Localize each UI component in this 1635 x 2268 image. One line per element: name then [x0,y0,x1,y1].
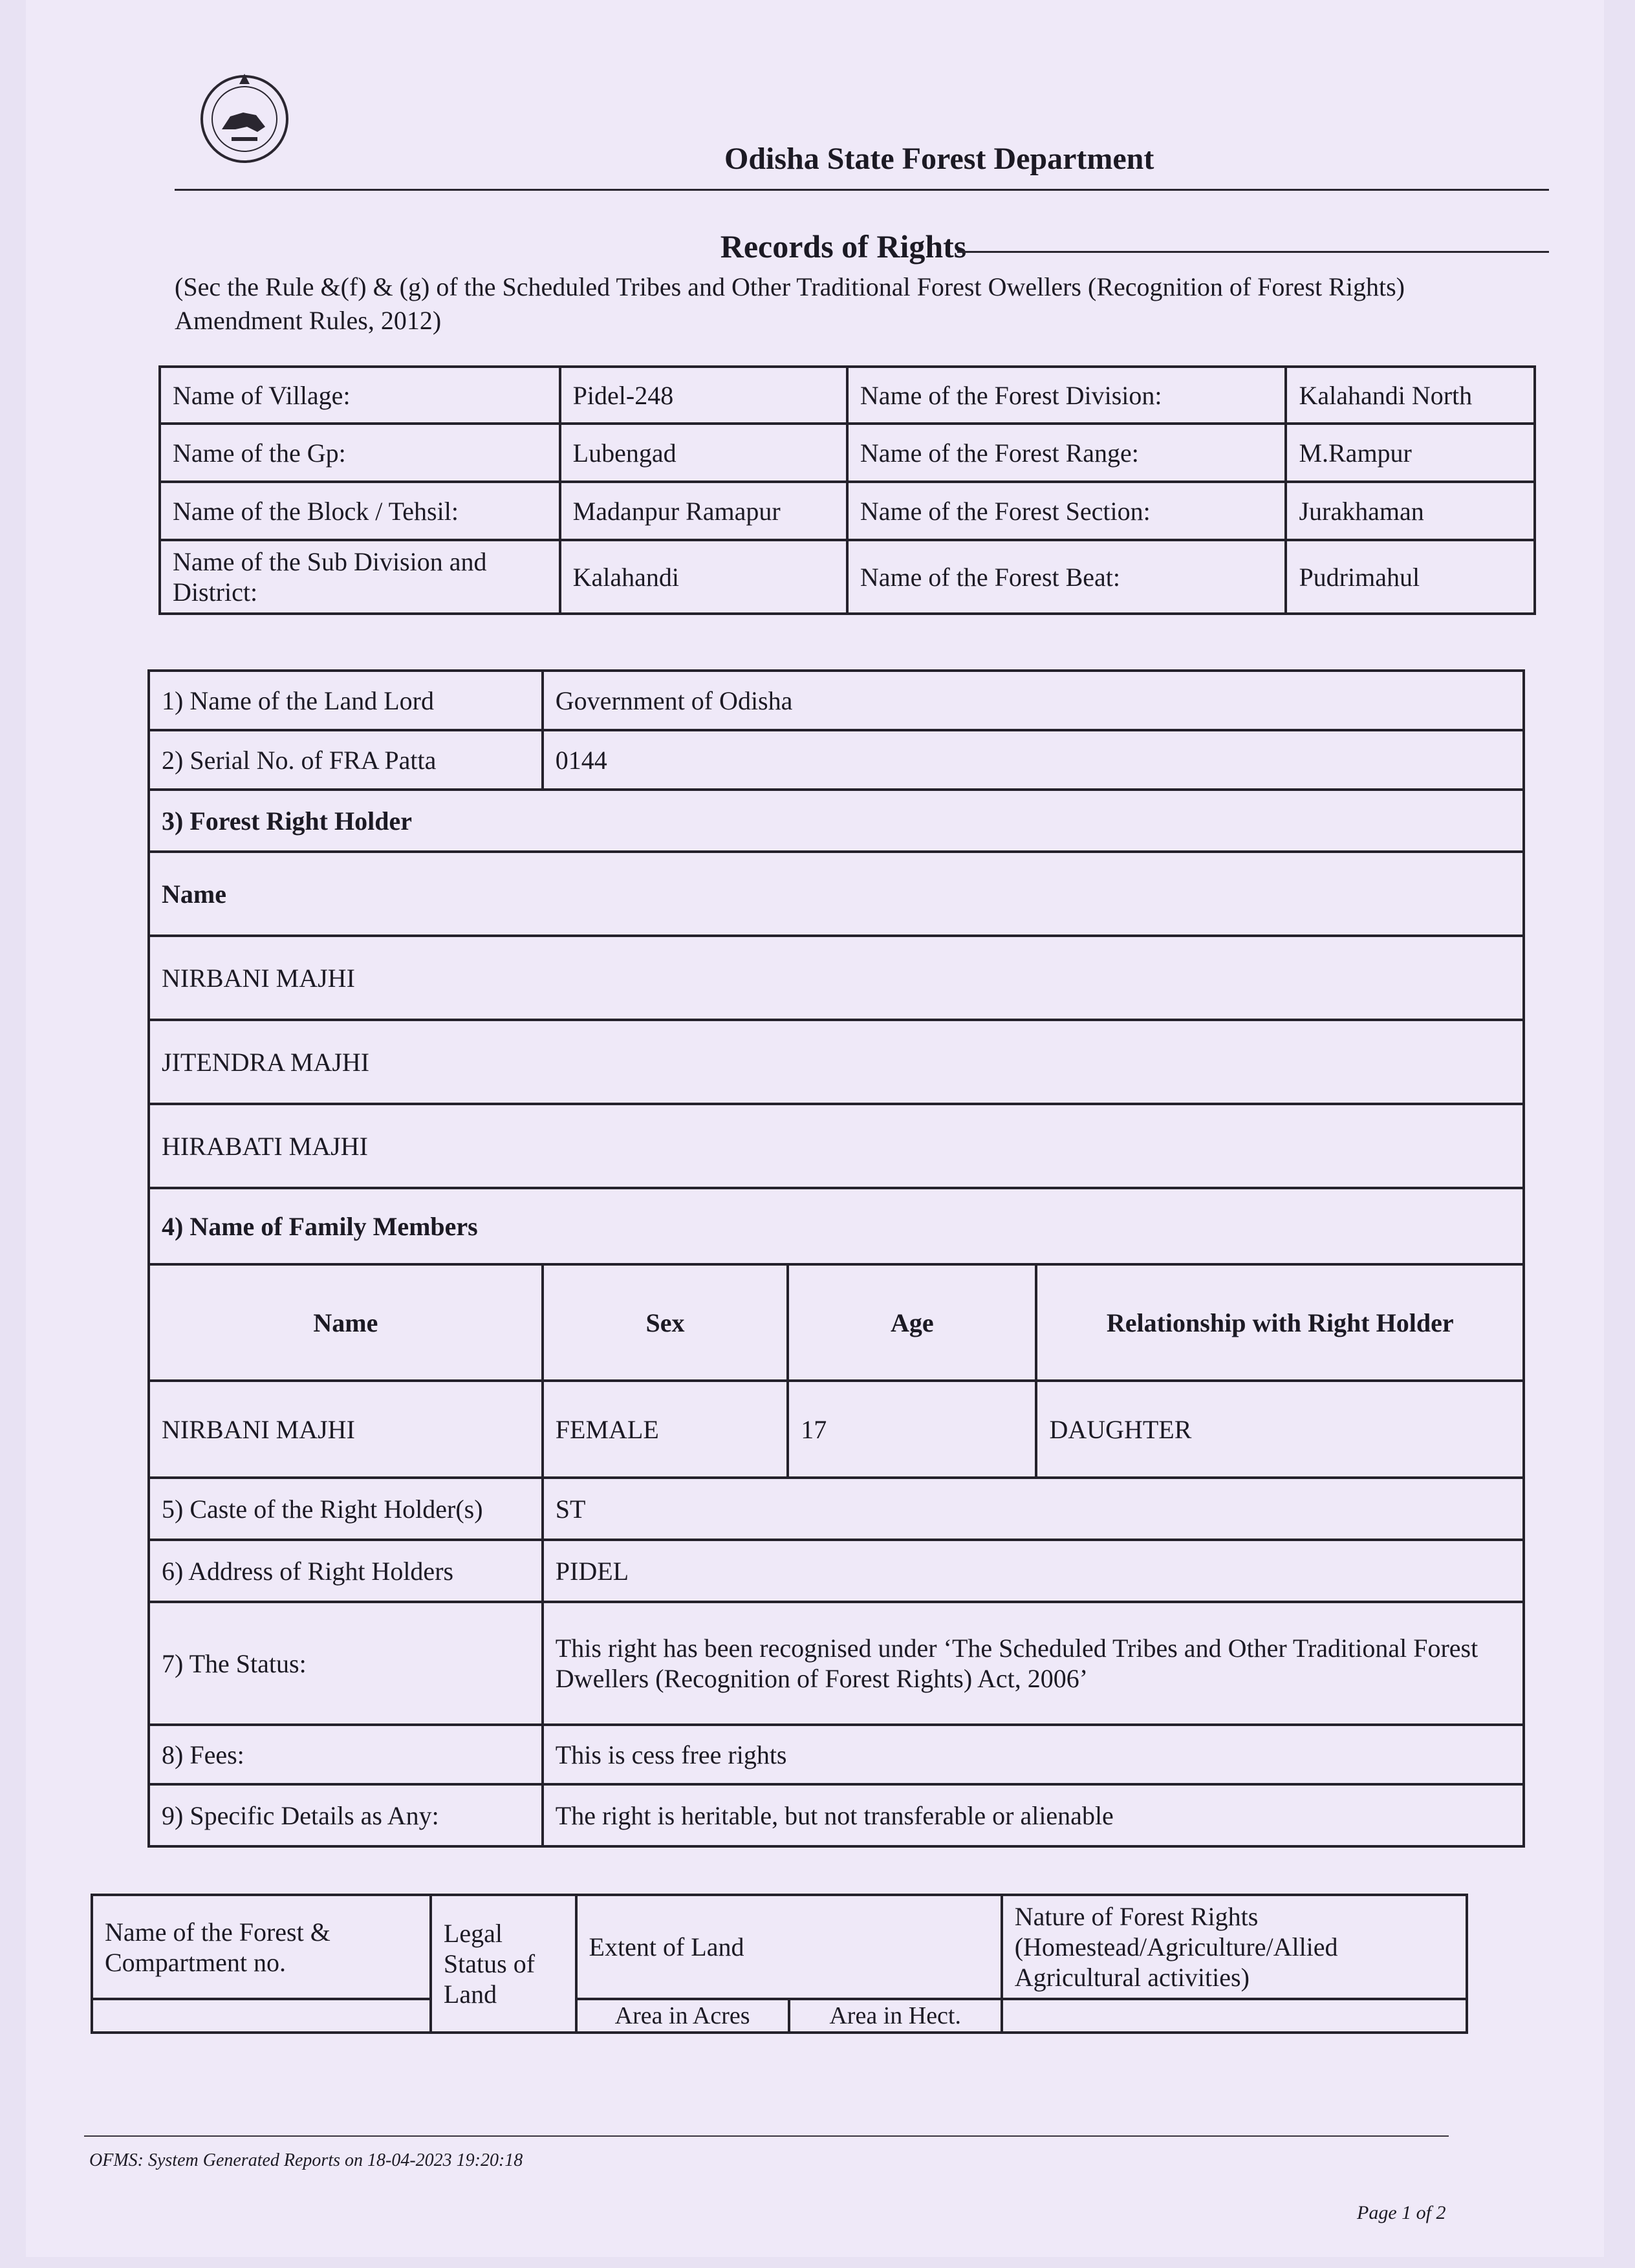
forest-beat-value: Pudrimahul [1286,540,1535,614]
document-subtitle: (Sec the Rule &(f) & (g) of the Scheduled Tribes and Other Traditional Forest Owellers (Recognition of Forest Rights) Amendment Rules, 2012) [175,272,1405,335]
table-row [149,1784,1524,1846]
land-table [91,1894,1468,2034]
table-row [149,1264,1524,1381]
specific-value: The right is heritable, but not transferable or alienable [543,1784,1524,1846]
forest-range-value: M.Rampur [1286,424,1535,482]
village-value: Pidel-248 [560,367,847,424]
table-row [160,482,1535,540]
table-row [149,730,1524,790]
table-row [160,367,1535,424]
department-name: Odisha State Forest Department [724,142,1154,176]
family-member-age: 17 [788,1381,1036,1478]
right-holder-heading: 3) Forest Right Holder [149,790,1524,852]
table-row [149,1104,1524,1188]
serial-value: 0144 [543,730,1524,790]
village-label: Name of Village: [160,367,560,424]
legal-status-header: Legal Status of Land [431,1895,576,2033]
fees-label: 8) Fees: [149,1725,543,1784]
subdivision-label: Name of the Sub Division and District: [160,540,560,614]
caste-value: ST [543,1478,1524,1540]
gp-label: Name of the Gp: [160,424,560,482]
land-lord-value: Government of Odisha [543,671,1524,730]
specific-label: 9) Specific Details as Any: [149,1784,543,1846]
family-member-sex: FEMALE [543,1381,788,1478]
block-value: Madanpur Ramapur [560,482,847,540]
family-col-name: Name [149,1264,543,1381]
forest-compartment-header: Name of the Forest & Compartment no. [92,1895,431,1999]
system-generated-note: OFMS: System Generated Reports on 18-04-2023 19:20:18 [89,2150,523,2170]
table-row [149,1602,1524,1725]
family-col-relationship: Relationship with Right Holder [1036,1264,1524,1381]
family-member-relationship: DAUGHTER [1036,1381,1524,1478]
forest-division-value: Kalahandi North [1286,367,1535,424]
nature-of-rights-header: Nature of Forest Rights (Homestead/Agriculture/Allied Agricultural activities) [1002,1895,1467,1999]
table-row [149,1188,1524,1264]
table-row [92,1895,1467,1999]
document-title: Records of Rights [720,228,967,265]
forest-beat-label: Name of the Forest Beat: [847,540,1286,614]
status-label: 7) The Status: [149,1602,543,1725]
footer-rule [84,2135,1449,2137]
serial-label: 2) Serial No. of FRA Patta [149,730,543,790]
family-col-age: Age [788,1264,1036,1381]
gp-value: Lubengad [560,424,847,482]
forest-compartment-cell [92,1999,431,2033]
address-value: PIDEL [543,1540,1524,1602]
nature-of-rights-cell [1002,1999,1467,2033]
subdivision-value: Kalahandi [560,540,847,614]
table-row [149,1381,1524,1478]
family-col-sex: Sex [543,1264,788,1381]
block-label: Name of the Block / Tehsil: [160,482,560,540]
location-table [158,365,1536,615]
land-lord-label: 1) Name of the Land Lord [149,671,543,730]
table-row [149,1478,1524,1540]
table-row [149,1540,1524,1602]
status-value: This right has been recognised under ‘The Scheduled Tribes and Other Traditional Forest Dwellers (Recognition of Forest Rights) Act, 2006’ [543,1602,1524,1725]
table-row [160,540,1535,614]
odisha-government-seal-icon [193,65,296,168]
area-hect-header: Area in Hect. [789,1999,1002,2033]
extent-of-land-header: Extent of Land [576,1895,1002,1999]
table-row [149,671,1524,730]
details-table [147,669,1525,1848]
holder-name-heading: Name [149,852,1524,936]
forest-range-label: Name of the Forest Range: [847,424,1286,482]
holder-name: NIRBANI MAJHI [149,936,1524,1020]
table-row [92,1999,1467,2033]
page-number: Page 1 of 2 [1357,2202,1446,2223]
family-member-name: NIRBANI MAJHI [149,1381,543,1478]
table-row [149,790,1524,852]
forest-section-value: Jurakhaman [1286,482,1535,540]
table-row [149,852,1524,936]
forest-division-label: Name of the Forest Division: [847,367,1286,424]
table-row [149,936,1524,1020]
title-rule [957,251,1549,253]
holder-name: JITENDRA MAJHI [149,1020,1524,1104]
fees-value: This is cess free rights [543,1725,1524,1784]
address-label: 6) Address of Right Holders [149,1540,543,1602]
area-acres-header: Area in Acres [576,1999,789,2033]
forest-section-label: Name of the Forest Section: [847,482,1286,540]
holder-name: HIRABATI MAJHI [149,1104,1524,1188]
table-row [149,1020,1524,1104]
table-row [160,424,1535,482]
family-heading: 4) Name of Family Members [149,1188,1524,1264]
table-row [149,1725,1524,1784]
header-rule [175,189,1549,191]
caste-label: 5) Caste of the Right Holder(s) [149,1478,543,1540]
